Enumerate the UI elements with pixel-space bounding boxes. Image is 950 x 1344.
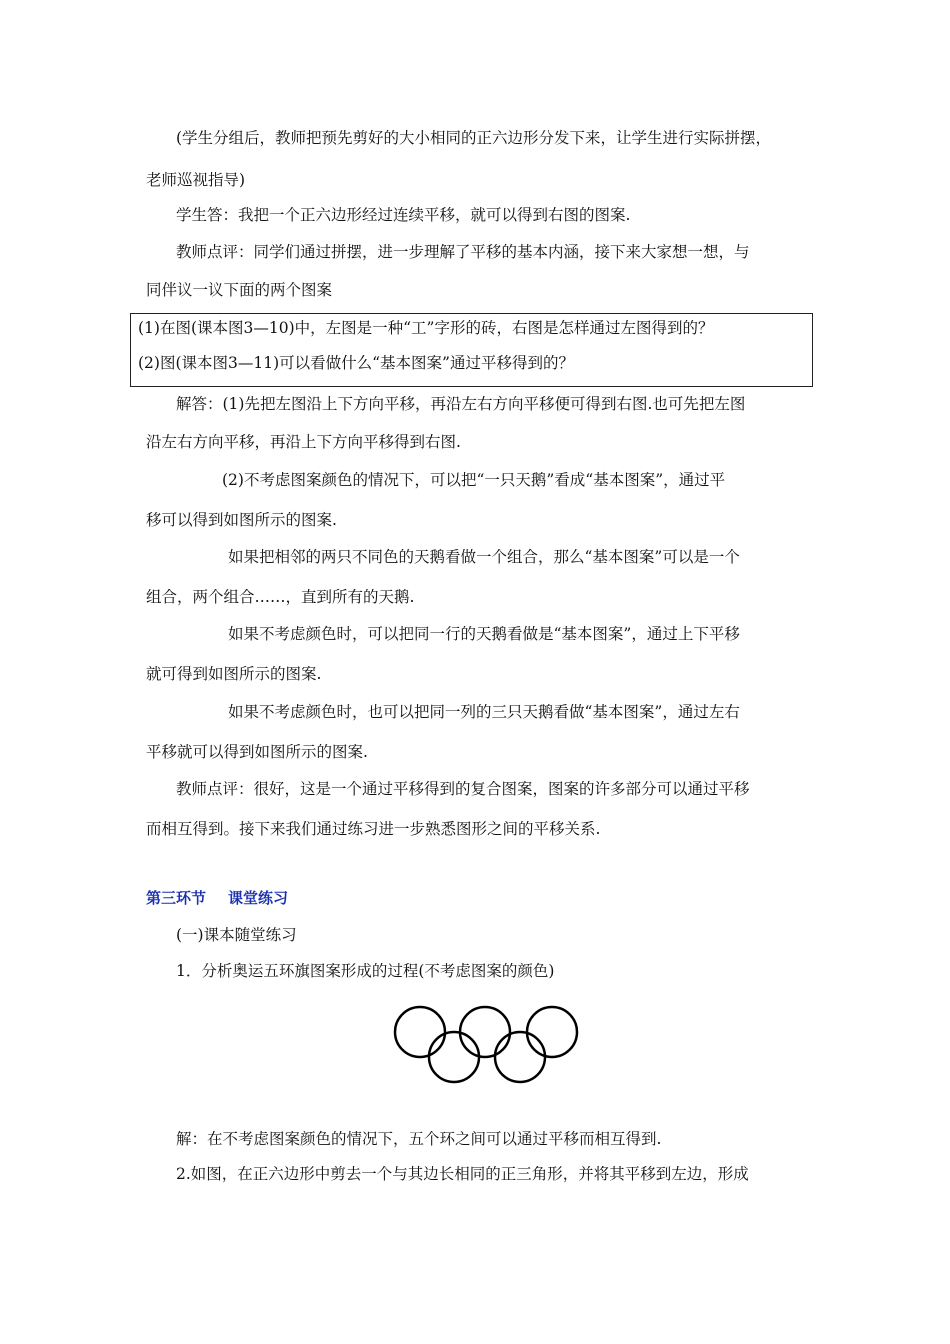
answer3-line2: 组合，两个组合……，直到所有的天鹅. <box>146 588 415 606</box>
ring-bottom-left <box>429 1032 479 1082</box>
answer2-line2: 移可以得到如图所示的图案. <box>146 511 337 529</box>
exercise-1-answer: 解：在不考虑图案颜色的情况下，五个环之间可以通过平移而相互得到. <box>176 1130 662 1148</box>
paragraph-p1-line2: 老师巡视指导) <box>146 171 246 189</box>
answer5-line2: 平移就可以得到如图所示的图案. <box>146 743 368 761</box>
teacher-comment-line1: 教师点评：很好，这是一个通过平移得到的复合图案，图案的许多部分可以通过平移 <box>176 780 750 798</box>
answer1-line2: 沿左右方向平移，再沿上下方向平移得到右图. <box>146 433 461 451</box>
box-question-1: (1)在图(课本图3—10)中，左图是一种“工”字形的砖，右图是怎样通过左图得到的？ <box>138 319 714 337</box>
answer4-line1: 如果不考虑颜色时，可以把同一行的天鹅看做是“基本图案”，通过上下平移 <box>228 625 740 643</box>
answer2-line1: (2)不考虑图案颜色的情况下，可以把“一只天鹅”看成“基本图案”，通过平 <box>222 471 726 489</box>
section-heading-part2: 课堂练习 <box>228 889 289 907</box>
ring-top-middle <box>460 1007 510 1057</box>
olympic-rings-figure <box>388 1000 588 1096</box>
subsection-title: (一)课本随堂练习 <box>176 926 297 944</box>
paragraph-p2: 学生答：我把一个正六边形经过连续平移，就可以得到右图的图案. <box>176 206 631 224</box>
exercise-1: 1．分析奥运五环旗图案形成的过程(不考虑图案的颜色) <box>176 962 555 980</box>
section-heading <box>146 888 288 908</box>
teacher-comment-line2: 而相互得到。接下来我们通过练习进一步熟悉图形之间的平移关系. <box>146 820 601 838</box>
answer4-line2: 就可得到如图所示的图案. <box>146 665 322 683</box>
answer5-line1: 如果不考虑颜色时，也可以把同一列的三只天鹅看做“基本图案”，通过左右 <box>228 703 740 721</box>
paragraph-p1-line1: (学生分组后，教师把预先剪好的大小相同的正六边形分发下来，让学生进行实际拼摆， <box>176 129 772 147</box>
ring-top-right <box>527 1007 577 1057</box>
answer3-line1: 如果把相邻的两只不同色的天鹅看做一个组合，那么“基本图案”可以是一个 <box>228 548 740 566</box>
ring-bottom-right <box>495 1032 545 1082</box>
exercise-2-line1: 2.如图，在正六边形中剪去一个与其边长相同的正三角形，并将其平移到左边，形成 <box>176 1165 749 1183</box>
paragraph-p3-line1: 教师点评：同学们通过拼摆，进一步理解了平移的基本内涵，接下来大家想一想，与 <box>176 243 750 261</box>
box-question-2: (2)图(课本图3—11)可以看做什么“基本图案”通过平移得到的？ <box>138 354 574 372</box>
paragraph-p3-line2: 同伴议一议下面的两个图案 <box>146 281 333 299</box>
answer1-line1: 解答：(1)先把左图沿上下方向平移，再沿左右方向平移便可得到右图.也可先把左图 <box>176 395 746 413</box>
section-heading-part1: 第三环节 <box>146 889 207 907</box>
ring-top-left <box>395 1007 445 1057</box>
